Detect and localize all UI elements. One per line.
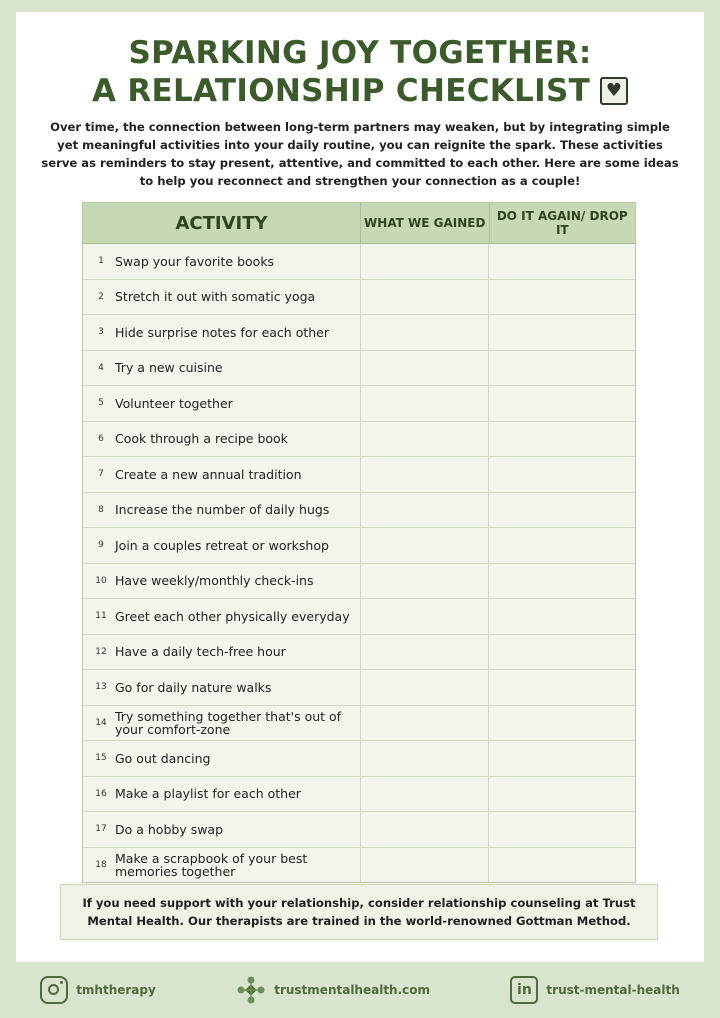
activity-number: 15 <box>95 753 107 764</box>
what-we-gained-cell[interactable] <box>361 599 490 634</box>
table-row <box>83 351 635 387</box>
activity-number: 4 <box>98 362 104 373</box>
table-row <box>83 777 635 813</box>
what-we-gained-cell[interactable] <box>361 670 490 705</box>
do-it-again-cell[interactable] <box>489 777 635 812</box>
footer-linkedin[interactable] <box>510 976 679 1004</box>
table-row <box>83 599 635 635</box>
activity-text: Join a couples retreat or workshop <box>115 537 329 553</box>
table-row <box>83 244 635 280</box>
activity-text: Increase the number of daily hugs <box>115 502 330 518</box>
what-we-gained-cell[interactable] <box>361 848 490 883</box>
activity-number: 9 <box>98 540 104 551</box>
activity-text: Swap your favorite books <box>115 253 275 269</box>
table-row <box>83 706 635 742</box>
activity-cell <box>83 599 361 634</box>
what-we-gained-cell[interactable] <box>361 351 490 386</box>
do-it-again-cell[interactable] <box>489 599 635 634</box>
activity-cell <box>83 457 361 492</box>
activity-text: Greet each other physically everyday <box>115 608 350 624</box>
activity-number: 1 <box>98 256 104 267</box>
table-row <box>83 280 635 316</box>
activity-text: Make a playlist for each other <box>115 786 301 802</box>
do-it-again-cell[interactable] <box>489 706 635 741</box>
do-it-again-cell[interactable] <box>489 244 635 279</box>
do-it-again-cell[interactable] <box>489 422 635 457</box>
do-it-again-cell[interactable] <box>489 315 635 350</box>
do-it-again-cell[interactable] <box>489 848 635 883</box>
activity-number: 7 <box>98 469 104 480</box>
do-it-again-cell[interactable] <box>489 457 635 492</box>
activity-text: Volunteer together <box>115 395 233 411</box>
activity-cell <box>83 244 361 279</box>
activity-text: Make a scrapbook of your best memories together <box>115 850 308 879</box>
header-what-we-gained: WHAT WE GAINED <box>361 203 490 243</box>
activity-cell <box>83 280 361 315</box>
what-we-gained-cell[interactable] <box>361 777 490 812</box>
activity-cell <box>83 422 361 457</box>
page-title <box>16 34 704 110</box>
what-we-gained-cell[interactable] <box>361 457 490 492</box>
do-it-again-cell[interactable] <box>489 564 635 599</box>
activity-text: Stretch it out with somatic yoga <box>115 289 316 305</box>
intro-paragraph: Over time, the connection between long-term partners may weaken, but by integrating simple yet meaningful activities into your daily routine, you can reignite the spark. These activities serve as reminders to stay present, attentive, and committed to each other. Here are some ideas to help you reconnect and strengthen your connection as a couple! <box>41 120 679 188</box>
title-line-2: A RELATIONSHIP CHECKLIST <box>91 73 591 109</box>
footer-website[interactable] <box>236 975 430 1005</box>
activity-number: 6 <box>98 433 104 444</box>
header-activity: ACTIVITY <box>83 203 361 243</box>
linkedin-icon: in <box>510 976 538 1004</box>
do-it-again-cell[interactable] <box>489 812 635 847</box>
table-header <box>83 203 635 244</box>
do-it-again-cell[interactable] <box>489 493 635 528</box>
activity-cell <box>83 528 361 563</box>
activity-cell <box>83 351 361 386</box>
do-it-again-cell[interactable] <box>489 351 635 386</box>
table-row <box>83 422 635 458</box>
activity-cell <box>83 315 361 350</box>
activity-text: Go out dancing <box>115 750 211 766</box>
instagram-handle: tmhtherapy <box>76 983 156 997</box>
activity-text: Hide surprise notes for each other <box>115 324 329 340</box>
what-we-gained-cell[interactable] <box>361 812 490 847</box>
activity-text: Have weekly/monthly check-ins <box>115 573 314 589</box>
activity-number: 8 <box>98 504 104 515</box>
what-we-gained-cell[interactable] <box>361 244 490 279</box>
activity-cell <box>83 635 361 670</box>
activity-number: 11 <box>95 611 107 622</box>
activity-number: 16 <box>95 788 107 799</box>
activity-cell <box>83 564 361 599</box>
table-row <box>83 670 635 706</box>
activity-number: 10 <box>95 575 107 586</box>
activity-cell <box>83 493 361 528</box>
what-we-gained-cell[interactable] <box>361 528 490 563</box>
activity-number: 14 <box>95 717 107 728</box>
title-line-1: SPARKING JOY TOGETHER: <box>128 35 592 71</box>
table-row <box>83 457 635 493</box>
table-row <box>83 315 635 351</box>
activity-cell <box>83 777 361 812</box>
do-it-again-cell[interactable] <box>489 280 635 315</box>
activity-text: Try a new cuisine <box>115 360 223 376</box>
what-we-gained-cell[interactable] <box>361 741 490 776</box>
table-row <box>83 635 635 671</box>
table-row <box>83 493 635 529</box>
do-it-again-cell[interactable] <box>489 741 635 776</box>
support-note: If you need support with your relationship, consider relationship counseling at Trust Mental Health. Our therapists are trained in the world-renowned Gottman Method. <box>60 884 658 940</box>
what-we-gained-cell[interactable] <box>361 493 490 528</box>
activity-number: 18 <box>95 859 107 870</box>
instagram-icon <box>40 976 68 1004</box>
table-row <box>83 741 635 777</box>
activity-text: Do a hobby swap <box>115 821 224 837</box>
do-it-again-cell[interactable] <box>489 670 635 705</box>
what-we-gained-cell[interactable] <box>361 386 490 421</box>
activity-text: Cook through a recipe book <box>115 431 288 447</box>
website-link: trustmentalhealth.com <box>274 983 431 997</box>
activity-cell <box>83 386 361 421</box>
do-it-again-cell[interactable] <box>489 528 635 563</box>
what-we-gained-cell[interactable] <box>361 422 490 457</box>
table-row <box>83 386 635 422</box>
do-it-again-cell[interactable] <box>489 386 635 421</box>
activity-number: 13 <box>95 682 107 693</box>
header-do-it-again: DO IT AGAIN/ DROP IT <box>496 209 628 237</box>
table-body <box>83 244 635 882</box>
what-we-gained-cell[interactable] <box>361 564 490 599</box>
activity-cell <box>83 812 361 847</box>
what-we-gained-cell[interactable] <box>361 706 490 741</box>
table-row <box>83 848 635 883</box>
activity-number: 17 <box>95 824 107 835</box>
activity-text: Create a new annual tradition <box>115 466 302 482</box>
activity-number: 5 <box>98 398 104 409</box>
table-row <box>83 528 635 564</box>
activity-table <box>82 202 636 883</box>
activity-number: 3 <box>98 327 104 338</box>
heart-checkbox-icon: ♥ <box>600 77 628 105</box>
table-row <box>83 812 635 848</box>
activity-cell <box>83 670 361 705</box>
what-we-gained-cell[interactable] <box>361 315 490 350</box>
linkedin-handle: trust-mental-health <box>546 983 680 997</box>
activity-cell <box>83 706 361 741</box>
what-we-gained-cell[interactable] <box>361 280 490 315</box>
activity-number: 2 <box>98 291 104 302</box>
what-we-gained-cell[interactable] <box>361 635 490 670</box>
activity-number: 12 <box>95 646 107 657</box>
activity-text: Have a daily tech-free hour <box>115 644 286 660</box>
activity-cell <box>83 741 361 776</box>
trust-mental-health-logo-icon <box>236 975 266 1005</box>
checklist-sheet <box>16 12 704 962</box>
table-row <box>83 564 635 600</box>
activity-text: Go for daily nature walks <box>115 679 272 695</box>
footer <box>0 962 720 1018</box>
activity-text: Try something together that's out of your comfort-zone <box>115 708 342 737</box>
activity-cell <box>83 848 361 883</box>
footer-instagram[interactable] <box>40 976 156 1004</box>
do-it-again-cell[interactable] <box>489 635 635 670</box>
